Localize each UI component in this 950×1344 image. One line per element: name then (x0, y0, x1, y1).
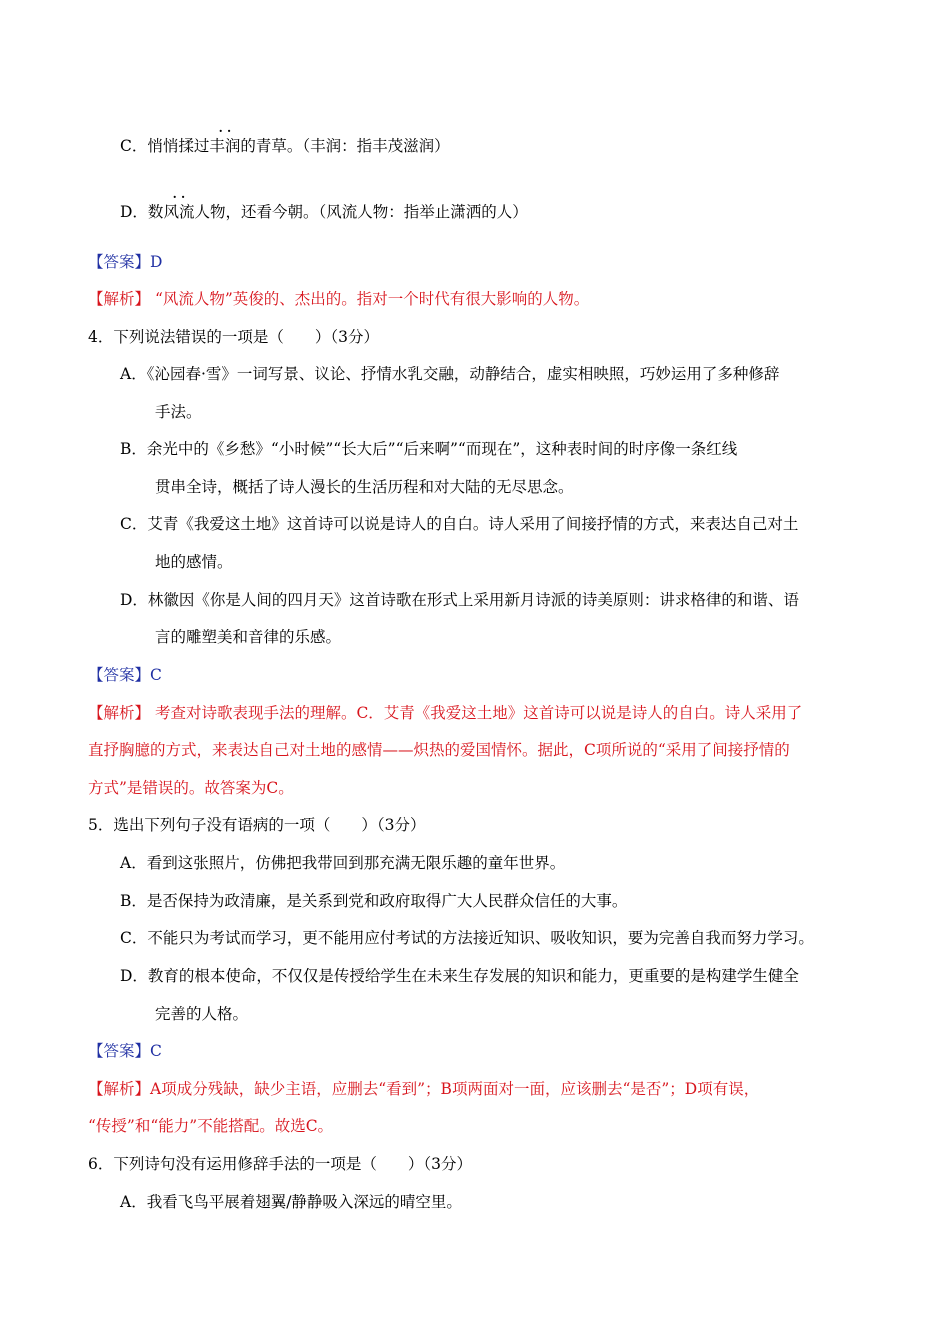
q3-option-d-suffix: 人物，还看今朝。（风流人物：指举止潇洒的人） (194, 203, 528, 221)
q6-stem: 6．下列诗句没有运用修辞手法的一项是（ ）（3分） (88, 1155, 472, 1173)
analysis-text: “风流人物”英俊的、杰出的。指对一个时代有很大影响的人物。 (150, 290, 590, 308)
q3-option-c-dotted-word: 丰润 (209, 137, 241, 155)
answer-tag: 【答案】 (88, 1042, 151, 1060)
q4-option-c-line2: 地的感情。 (155, 553, 233, 571)
q4-option-d-line2: 言的雕塑美和音律的乐感。 (155, 628, 342, 646)
q4-analysis-line2: 直抒胸臆的方式，来表达自己对土地的感情——炽热的爱国情怀。据此，C项所说的“采用了间接抒情的 (88, 741, 790, 759)
q5-option-c: C．不能只为考试而学习，更不能用应付考试的方法接近知识、吸收知识，要为完善自我而努力学习。 (120, 929, 814, 947)
q4-analysis-line1 (88, 703, 802, 723)
q4-option-b-line1: B．余光中的《乡愁》“小时候”“长大后”“后来啊”“而现在”，这种表时间的时序像一条红线 (120, 440, 738, 458)
q4-option-d-line1: D．林徽因《你是人间的四月天》这首诗歌在形式上采用新月诗派的诗美原则：讲求格律的和谐、语 (120, 591, 799, 609)
analysis-tag: 【解析】 (88, 1080, 151, 1098)
q4-stem: 4．下列说法错误的一项是（ ）（3分） (88, 328, 379, 346)
q4-option-b-line2: 贯串全诗，概括了诗人漫长的生活历程和对大陆的无尽思念。 (155, 478, 574, 496)
q4-option-a-line2: 手法。 (155, 403, 202, 421)
q3-option-c (120, 124, 450, 156)
q3-option-c-emphasis (209, 124, 241, 156)
q4-option-c-line1: C．艾青《我爱这土地》这首诗可以说是诗人的自白。诗人采用了间接抒情的方式，来表达自己对土 (120, 515, 799, 533)
q3-option-d-prefix: D．数 (120, 203, 164, 221)
q3-option-c-prefix: C．悄悄揉过 (120, 137, 210, 155)
q3-option-d-dotted-word: 风流 (163, 203, 195, 221)
q3-answer (88, 252, 162, 272)
analysis-text: A项成分残缺，缺少主语，应删去“看到”；B项两面对一面，应该删去“是否”；D项有误， (150, 1080, 760, 1098)
analysis-text: 考查对诗歌表现手法的理解。C．艾青《我爱这土地》这首诗可以说是诗人的自白。诗人采用了 (150, 704, 803, 722)
answer-value: C (150, 666, 162, 684)
q4-analysis-line3: 方式”是错误的。故答案为C。 (88, 779, 294, 797)
answer-value: C (150, 1042, 162, 1060)
emphasis-dots: · · (172, 190, 186, 204)
q4-option-a-line1: A．《沁园春·雪》一词写景、议论、抒情水乳交融，动静结合，虚实相映照，巧妙运用了多种修辞 (120, 365, 780, 383)
q3-option-c-suffix: 的青草。（丰润：指丰茂滋润） (240, 137, 450, 155)
q5-stem: 5．选出下列句子没有语病的一项（ ）（3分） (88, 816, 426, 834)
emphasis-dots: · · (218, 124, 232, 138)
analysis-tag: 【解析】 (88, 704, 151, 722)
q5-analysis-line2: “传授”和“能力”不能搭配。故选C。 (88, 1117, 334, 1135)
answer-tag: 【答案】 (88, 253, 151, 271)
q4-answer (88, 665, 162, 685)
answer-tag: 【答案】 (88, 666, 151, 684)
answer-value: D (150, 253, 163, 271)
analysis-tag: 【解析】 (88, 290, 151, 308)
q3-option-d-emphasis (163, 190, 195, 222)
q5-option-d-line1: D．教育的根本使命，不仅仅是传授给学生在未来生存发展的知识和能力，更重要的是构建学生健全 (120, 967, 799, 985)
q6-option-a: A．我看飞鸟平展着翅翼/静静吸入深远的晴空里。 (120, 1193, 462, 1211)
q3-analysis (88, 289, 589, 309)
q5-analysis-line1 (88, 1079, 759, 1099)
q5-answer (88, 1041, 162, 1061)
q5-option-b: B．是否保持为政清廉，是关系到党和政府取得广大人民群众信任的大事。 (120, 892, 628, 910)
q5-option-d-line2: 完善的人格。 (155, 1005, 249, 1023)
q5-option-a: A．看到这张照片，仿佛把我带回到那充满无限乐趣的童年世界。 (120, 854, 566, 872)
q3-option-d (120, 190, 528, 222)
